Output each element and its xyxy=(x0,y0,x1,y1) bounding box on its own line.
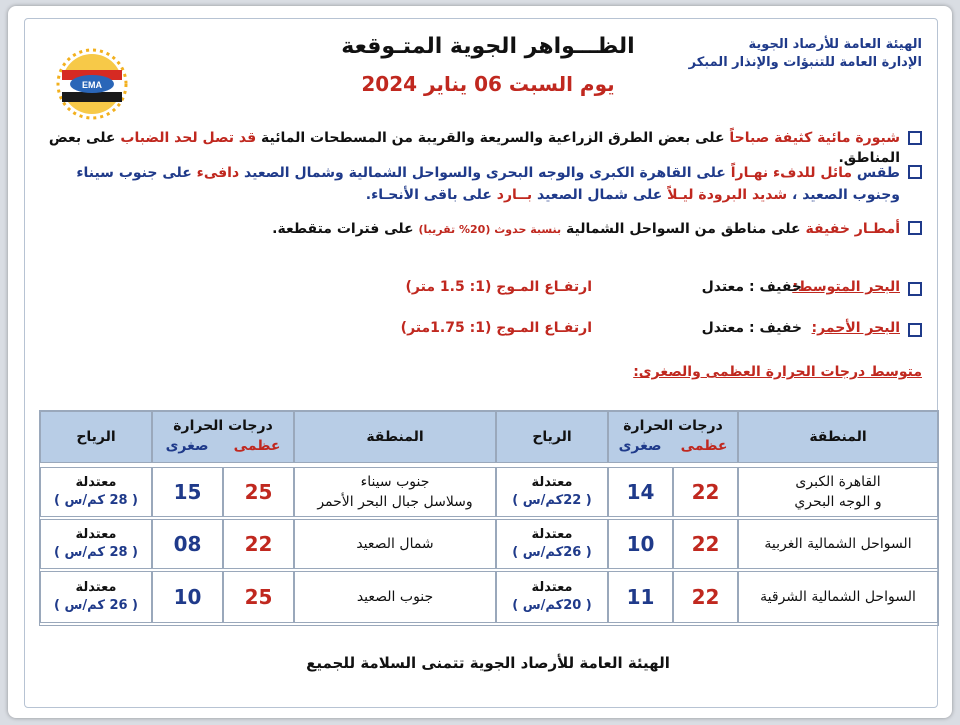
sea-state: خفيف : معتدل xyxy=(701,279,802,295)
max-temp: 25 xyxy=(223,571,294,623)
table-row-region: جنوب الصعيد xyxy=(294,571,496,623)
checkbox-icon xyxy=(908,131,922,145)
logo-band-black xyxy=(62,92,122,102)
sea-label: البحر المتوسط: xyxy=(792,279,900,295)
max-temp: 22 xyxy=(673,519,738,569)
wave-height: ارتفـاع المـوج (1: 1.5 متر) xyxy=(405,279,592,295)
org-department: الإدارة العامة للتنبؤات والإنذار المبكر xyxy=(688,55,922,70)
checkbox-icon xyxy=(908,323,922,337)
min-temp: 11 xyxy=(608,571,673,623)
bulletin-page xyxy=(8,6,952,718)
min-temp: 14 xyxy=(608,467,673,517)
fog-bullet: شبورة مائية كثيفة صباحاً على بعض الطرق الزراعية والسريعة والقريبة من المسطحات المائية قد تصل لحد الضباب على بعض المناطق. xyxy=(22,128,922,148)
max-temp: 22 xyxy=(673,467,738,517)
wind-cell: معتدلة ( 22كم/س ) xyxy=(496,467,608,517)
header-temps: درجات الحرارة عظمى صغرى xyxy=(608,411,738,463)
forecast-date: يوم السبت 06 يناير 2024 xyxy=(361,72,615,96)
header-region: المنطقة xyxy=(294,411,496,463)
phenomena-list xyxy=(22,128,922,241)
max-temp: 22 xyxy=(223,519,294,569)
checkbox-icon xyxy=(908,282,922,296)
header-wind: الرياح xyxy=(496,411,608,463)
avg-temp-heading: متوسط درجات الحرارة العظمى والصغرى: xyxy=(633,364,922,380)
checkbox-icon xyxy=(908,221,922,235)
wind-cell: معتدلة ( 28 كم/س ) xyxy=(40,467,152,517)
wind-cell: معتدلة ( 26 كم/س ) xyxy=(40,571,152,623)
sea-state: خفيف : معتدل xyxy=(701,320,802,336)
table-row-region: القاهرة الكبرى و الوجه البحري xyxy=(738,467,938,517)
wind-cell: معتدلة ( 28 كم/س ) xyxy=(40,519,152,569)
checkbox-icon xyxy=(908,165,922,179)
header-temps: درجات الحرارة عظمى صغرى xyxy=(152,411,294,463)
table-row-region: السواحل الشمالية الغربية xyxy=(738,519,938,569)
wind-cell: معتدلة ( 20كم/س ) xyxy=(496,571,608,623)
footer-message: الهيئة العامة للأرصاد الجوية تتمنى السلامة للجميع xyxy=(306,654,670,672)
table-row-region: شمال الصعيد xyxy=(294,519,496,569)
rain-bullet: أمطـار خفيفة على مناطق من السواحل الشمالية بنسبة حدوث (20% تقريبا) على فترات متقطعة. xyxy=(22,218,922,241)
temperature-table xyxy=(39,410,939,626)
max-temp: 25 xyxy=(223,467,294,517)
organization-header xyxy=(662,36,922,72)
header-wind: الرياح xyxy=(40,411,152,463)
header-region: المنطقة xyxy=(738,411,938,463)
ema-logo xyxy=(48,48,136,120)
logo-text: EMA xyxy=(82,80,102,90)
org-name: الهيئة العامة للأرصاد الجوية xyxy=(748,37,922,52)
min-temp: 08 xyxy=(152,519,223,569)
wave-height: ارتفـاع المـوج (1: 1.75متر) xyxy=(400,320,592,336)
max-temp: 22 xyxy=(673,571,738,623)
min-temp: 10 xyxy=(608,519,673,569)
wind-cell: معتدلة ( 26كم/س ) xyxy=(496,519,608,569)
weather-bullet: طقس مائل للدفء نهـاراً على القاهرة الكبرى والوجه البحرى والسواحل الشمالية وشمال الصعيد دافىء على جنوب سيناء وجنوب الصعيد ، شديد البرودة ليـلاً على شمال الصعيد بــارد على باقى الأنحـاء. xyxy=(22,162,922,206)
table-row-region: جنوب سيناء وسلاسل جبال البحر الأحمر xyxy=(294,467,496,517)
table-row-region: السواحل الشمالية الشرقية xyxy=(738,571,938,623)
min-temp: 10 xyxy=(152,571,223,623)
min-temp: 15 xyxy=(152,467,223,517)
page-title: الظـــواهر الجوية المتـوقعة xyxy=(341,34,635,59)
sea-label: البحر الأحمر: xyxy=(811,320,900,336)
